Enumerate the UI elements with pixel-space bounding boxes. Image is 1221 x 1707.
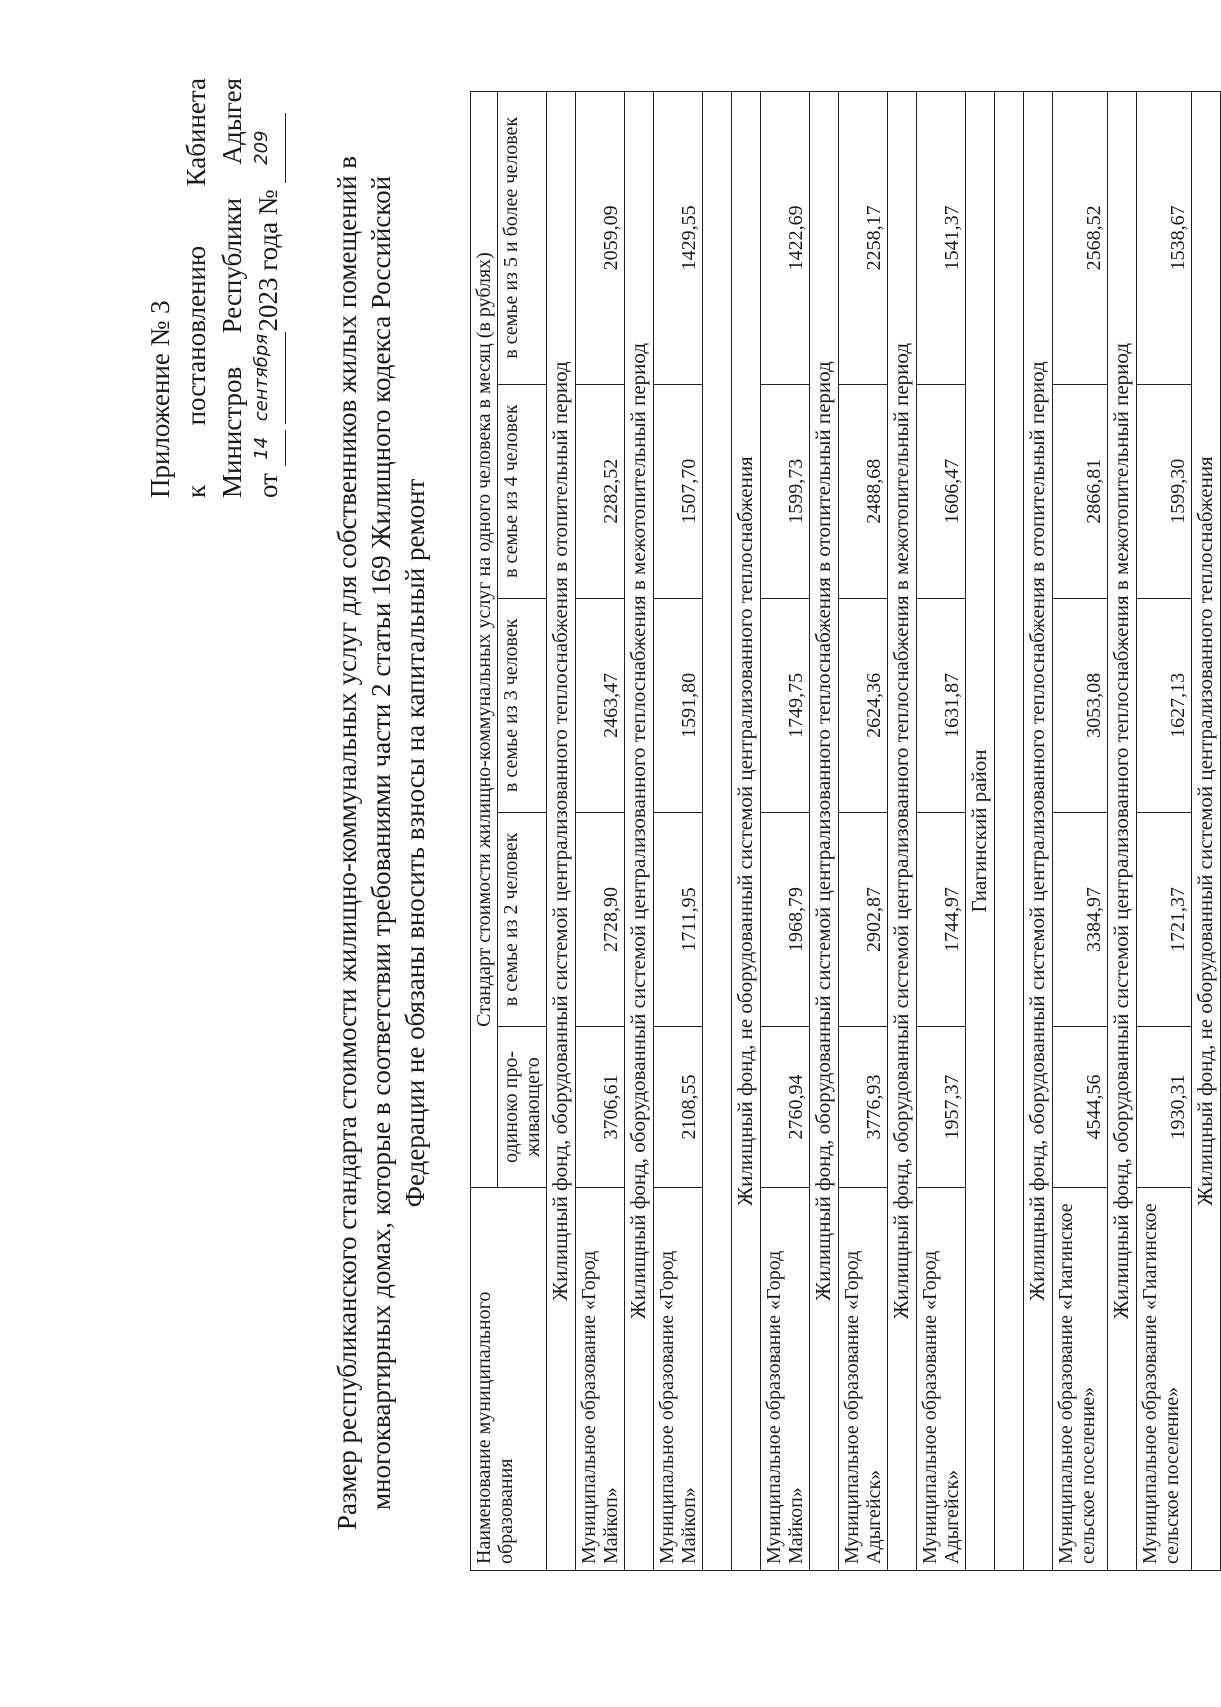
empty-row [995,92,1024,1571]
cell-value: 1422,69 [761,92,810,385]
section-row: Жилищный фонд, оборудованный системой централизованного теплоснабжения в отопительный период [547,92,576,1571]
cell-value: 2059,09 [576,92,625,385]
cell-value: 2760,94 [761,1027,810,1188]
cell-value: 2866,81 [1053,384,1108,598]
cell-value: 3053,08 [1053,598,1108,812]
section-row: Жилищный фонд, оборудованный системой централизованного теплоснабжения в отопительный период [1024,92,1053,1571]
cell-value: 2488,68 [839,384,888,598]
cell-value: 1599,73 [761,384,810,598]
column-header: в семье из 4 человек [498,384,547,598]
cell-value: 1591,80 [654,598,703,812]
municipality-name: Муниципальное образование «Город Адыгейск» [839,1188,888,1571]
appendix-word: Адыгея [217,78,247,165]
column-header: одиноко про-живающего [498,1027,547,1188]
cell-value: 1744,97 [917,812,966,1026]
cell-value: 3384,97 [1053,812,1108,1026]
section-row: Жилищный фонд, оборудованный системой централизованного теплоснабжения в межотопительный период [1108,92,1137,1571]
cell-value: 2902,87 [839,812,888,1026]
appendix-number: Приложение № 3 [145,300,175,498]
cell-value: 1507,70 [654,384,703,598]
column-header: в семье из 2 человек [498,812,547,1026]
appendix-word: к [181,484,211,498]
cell-value: 1749,75 [761,598,810,812]
cell-value: 1538,67 [1137,92,1192,385]
table-row [839,92,888,1571]
date-month: сентября [250,332,286,424]
appendix-word: постановлению [181,245,211,426]
cell-value: 2624,36 [839,598,888,812]
municipality-name: Муниципальное образование «Город Адыгейск» [917,1188,966,1571]
appendix-word: Кабинета [181,78,211,187]
cell-value: 1606,47 [917,384,966,598]
column-header: в семье из 5 и более человек [498,92,547,385]
standards-table-container [470,91,1221,1571]
municipality-name: Муниципальное образование «Город Майкоп» [654,1188,703,1571]
appendix-word: Министров [217,366,247,498]
date-year: 2023 года № [253,189,283,332]
municipality-name: Муниципальное образование «Город Майкоп» [576,1188,625,1571]
section-row: Жилищный фонд, оборудованный системой централизованного теплоснабжения в межотопительный период [888,92,917,1571]
cell-value: 1599,30 [1137,384,1192,598]
cell-value: 2108,55 [654,1027,703,1188]
decree-number: 209 [250,113,286,183]
date-day: 14 [250,430,286,466]
empty-row [703,92,732,1571]
standards-table [470,91,1221,1571]
date-prefix: от [253,473,283,498]
cell-value: 4544,56 [1053,1027,1108,1188]
table-row [761,92,810,1571]
table-row [654,92,703,1571]
district-row: Гиагинский район [966,92,995,1571]
section-row: Жилищный фонд, не оборудованный системой централизованного теплоснабжения [732,92,761,1571]
cell-value: 1968,79 [761,812,810,1026]
cell-value: 1957,37 [917,1027,966,1188]
header-standard: Стандарт стоимости жилищно-коммунальных услуг на одного человека в месяц (в рублях) [471,92,498,1188]
cell-value: 2728,90 [576,812,625,1026]
cell-value: 2282,52 [576,384,625,598]
section-row: Жилищный фонд, оборудованный системой централизованного теплоснабжения в отопительный период [810,92,839,1571]
appendix-header [142,78,286,498]
table-row [917,92,966,1571]
cell-value: 1721,37 [1137,812,1192,1026]
cell-value: 1429,55 [654,92,703,385]
cell-value: 1627,13 [1137,598,1192,812]
municipality-name: Муниципальное образование «Гиагинское сельское поселение» [1137,1188,1192,1571]
section-row: Жилищный фонд, не оборудованный системой централизованного теплоснабжения [1192,92,1221,1571]
cell-value: 1631,87 [917,598,966,812]
header-name: Наименование муниципального образования [471,1188,547,1571]
cell-value: 1541,37 [917,92,966,385]
cell-value: 3706,61 [576,1027,625,1188]
table-row [576,92,625,1571]
appendix-word: Республики [217,197,247,334]
municipality-name: Муниципальное образование «Гиагинское сельское поселение» [1053,1188,1108,1571]
municipality-name: Муниципальное образование «Город Майкоп» [761,1188,810,1571]
cell-value: 1711,95 [654,812,703,1026]
table-row [1137,92,1192,1571]
table-row [1053,92,1108,1571]
rotated-document-page [30,23,1217,1683]
section-row: Жилищный фонд, оборудованный системой централизованного теплоснабжения в межотопительный период [625,92,654,1571]
column-header: в семье из 3 человек [498,598,547,812]
cell-value: 2568,52 [1053,92,1108,385]
document-title: Размер республиканского стандарта стоимости жилищно-коммунальных услуг для собственников жилых помещений в многоквартирных домах, которые в соответствии требованиями части 2 статьи 169 Жилищного кодекса Российской Федерации не обязаны вносить взносы на капитальный ремонт [332,155,430,1531]
cell-value: 1930,31 [1137,1027,1192,1188]
cell-value: 2258,17 [839,92,888,385]
cell-value: 2463,47 [576,598,625,812]
cell-value: 3776,93 [839,1027,888,1188]
